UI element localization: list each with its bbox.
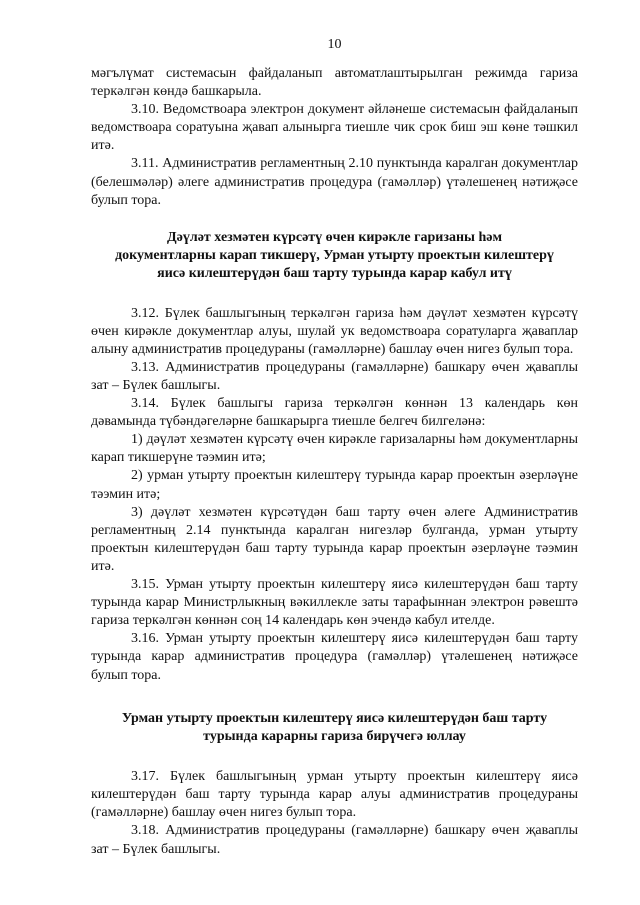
paragraph-3-16: 3.16. Урман утырту проектын килештерү яисә килештерүдән баш тарту турында карар административ процедура (гамәлләр) үтәлешенең нәтиҗәсе булып тора. [91,631,578,683]
spacer [91,685,578,710]
spacer [91,210,578,229]
paragraph-3-18: 3.18. Административ процедураны (гамәлләрне) башкару өчен җаваплы зат – Бүлек башлыгы. [91,823,578,857]
list-item-3: 3) дәүләт хезмәтен күрсәтүдән баш тарту өчен әлеге Административ регламентның 2.14 пунктында каралган нигезләр булганда, урман утырту проектын килештерүдән баш тарту турында карар проектын әзерләүне тәэмин итә. [91,504,578,574]
section-heading-review-line-1: Дәүләт хезмәтен күрсәтү өчен кирәкле гаризаны һәм [167,229,502,245]
paragraph-3-10: 3.10. Ведомствоара электрон документ әйләнеше системасын файдаланып ведомствоара соратуына җавап алынырга тиешле чик срок биш эш көне тәшкил итә. [91,102,578,154]
paragraph-3-14: 3.14. Бүлек башлыгы гариза теркәлгән көннән 13 календарь көн дәвамында түбәндәгеләрне башкарырга тиешле белгеч билгеләнә: [91,396,578,430]
section-heading-send-decision-line-1: Урман утырту проектын килештерү яисә килештерүдән баш тарту [121,710,548,726]
section-heading-review-line-3: яисә килештерүдән баш тарту турында карар кабул итү [157,266,512,282]
paragraph-3-13: 3.13. Административ процедураны (гамәлләрне) башкару өчен җаваплы зат – Бүлек башлыгы. [91,359,578,394]
spacer [91,284,578,305]
paragraph-3-12: 3.12. Бүлек башлыгының теркәлгән гариза һәм дәүләт хезмәтен күрсәтү өчен кирәкле документлар алуы, шулай ук ведомствоара соратуларга җаваплар алыну административ процедураны (гамәлләрне) башлау өчен нигез булып тора. [91,305,578,357]
paragraph-3-15: 3.15. Урман утырту проектын килештерү яисә килештерүдән баш тарту турында карар Министрлыкның вәкиллекле заты тарафыннан электрон рәвештә гариза теркәлгән көннән соң 14 календарь көн эчендә кабул ителде. [91,577,578,629]
section-heading-review-line-2: документларны карап тикшерү, Урман утырту проектын килештерү [115,248,554,264]
spacer [91,746,578,768]
page-number: 10 [327,37,342,52]
paragraph-3-17: 3.17. Бүлек башлыгының урман утырту проектын килештерү яисә килештерүдән баш тарту турында карар алуы административ процедураны (гамәлләрне) башлау өчен нигез булып тора. [91,769,578,821]
list-item-2: 2) урман утырту проектын килештерү турында карар проектын әзерләүне тәэмин итә; [91,468,578,502]
paragraph-3-11: 3.11. Административ регламентның 2.10 пунктында каралган документлар (белешмәләр) әлеге административ процедура (гамәлләр) үтәлешенең нәтиҗәсе булып тора. [91,156,578,208]
section-heading-send-decision-line-2: турында карарны гариза бирүчегә юллау [203,728,466,744]
section-heading-send-decision [91,710,578,747]
paragraph-continuation: мәгълүмат системасын файдаланып автоматлаштырылган режимда гариза теркәлгән көндә башкарыла. [91,66,578,100]
list-item-1: 1) дәүләт хезмәтен күрсәтү өчен кирәкле гаризаларны һәм документларны карап тикшерүне тәэмин итә; [91,432,578,466]
section-heading-review [91,229,578,284]
